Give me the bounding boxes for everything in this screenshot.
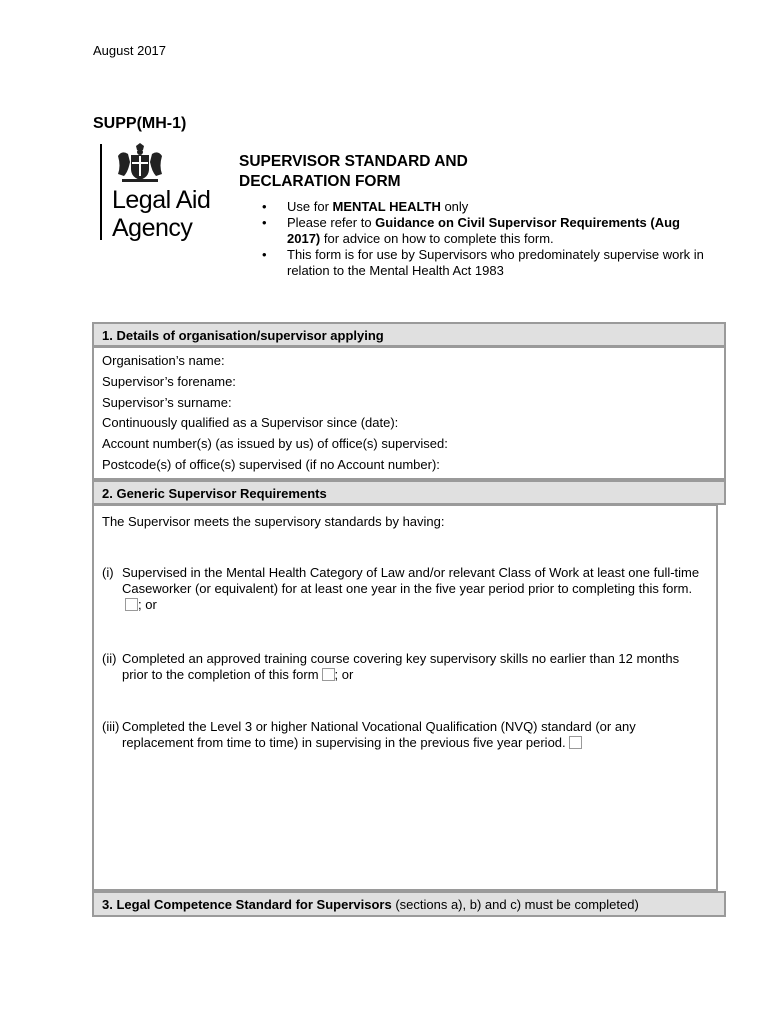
text: for advice on how to complete this form. [320, 231, 554, 246]
field-organisation-name[interactable]: Organisation’s name: [102, 353, 225, 368]
requirement-item-iii [102, 719, 706, 751]
requirement-item-i [102, 565, 706, 613]
field-account-numbers[interactable]: Account number(s) (as issued by us) of office(s) supervised: [102, 436, 448, 452]
text: only [440, 199, 469, 214]
item-number: (ii) [102, 651, 117, 666]
section3-heading-bold: 3. Legal Competence Standard for Supervisors [102, 897, 392, 912]
emphasis: Guidance on Civil Supervisor Requirements (Aug [375, 215, 680, 230]
field-postcodes[interactable]: Postcode(s) of office(s) supervised (if no Account number): [102, 456, 440, 472]
section2-heading: 2. Generic Supervisor Requirements [92, 480, 726, 505]
section2-body [92, 505, 718, 891]
logo-text-line1: Legal Aid [112, 186, 211, 214]
section2-intro: The Supervisor meets the supervisory standards by having: [102, 514, 445, 529]
item-text: Completed the Level 3 or higher National Vocational Qualification (NVQ) standard (or any replacement from time to time) in supervising in the previous five year period. [122, 719, 636, 750]
field-supervisor-surname[interactable]: Supervisor’s surname: [102, 394, 232, 410]
field-supervisor-forename[interactable]: Supervisor’s forename: [102, 373, 236, 389]
instruction-item [262, 247, 732, 279]
section3-heading-note: (sections a), b) and c) must be completed) [391, 897, 639, 912]
item-number: (iii) [102, 719, 120, 734]
item-text: Supervised in the Mental Health Category of Law and/or relevant Class of Work at least one full-time Caseworker (or equivalent) for at least one year in the five year period prior to completing this form. [122, 565, 700, 596]
text: Use for [287, 199, 333, 214]
form-title-line1: SUPERVISOR STANDARD AND [239, 153, 468, 170]
form-title-line2: DECLARATION FORM [239, 173, 401, 190]
item-number: (i) [102, 565, 114, 580]
text: Please refer to [287, 215, 376, 230]
requirement-iii-checkbox[interactable] [569, 736, 582, 749]
logo-text-line2: Agency [112, 214, 193, 242]
section1-heading: 1. Details of organisation/supervisor applying [92, 322, 726, 347]
section1-body [92, 347, 726, 480]
field-qualified-since[interactable]: Continuously qualified as a Supervisor since (date): [102, 415, 399, 431]
item-text: Completed an approved training course covering key supervisory skills no earlier than 12 months prior to the completion of this form [122, 651, 680, 682]
form-date: August 2017 [93, 43, 167, 58]
requirement-item-ii [102, 651, 692, 683]
form-title [239, 152, 468, 192]
instruction-item [262, 199, 732, 215]
item-suffix: ; or [138, 597, 157, 612]
requirement-ii-checkbox[interactable] [322, 668, 335, 681]
instruction-item [262, 215, 732, 247]
emphasis: 2017) [287, 231, 321, 246]
logo-divider [100, 144, 102, 240]
requirement-i-checkbox[interactable] [125, 598, 138, 611]
text: This form is for use by Supervisors who predominately supervise work in relation to the Mental Health Act 1983 [287, 247, 704, 278]
item-suffix: ; or [334, 667, 354, 682]
emphasis: MENTAL HEALTH [332, 199, 441, 214]
instruction-list [262, 199, 732, 279]
royal-crest-icon [112, 142, 168, 184]
form-code: SUPP(MH-1) [93, 115, 187, 132]
legal-aid-agency-logo [98, 140, 228, 250]
section3-heading [92, 891, 726, 917]
